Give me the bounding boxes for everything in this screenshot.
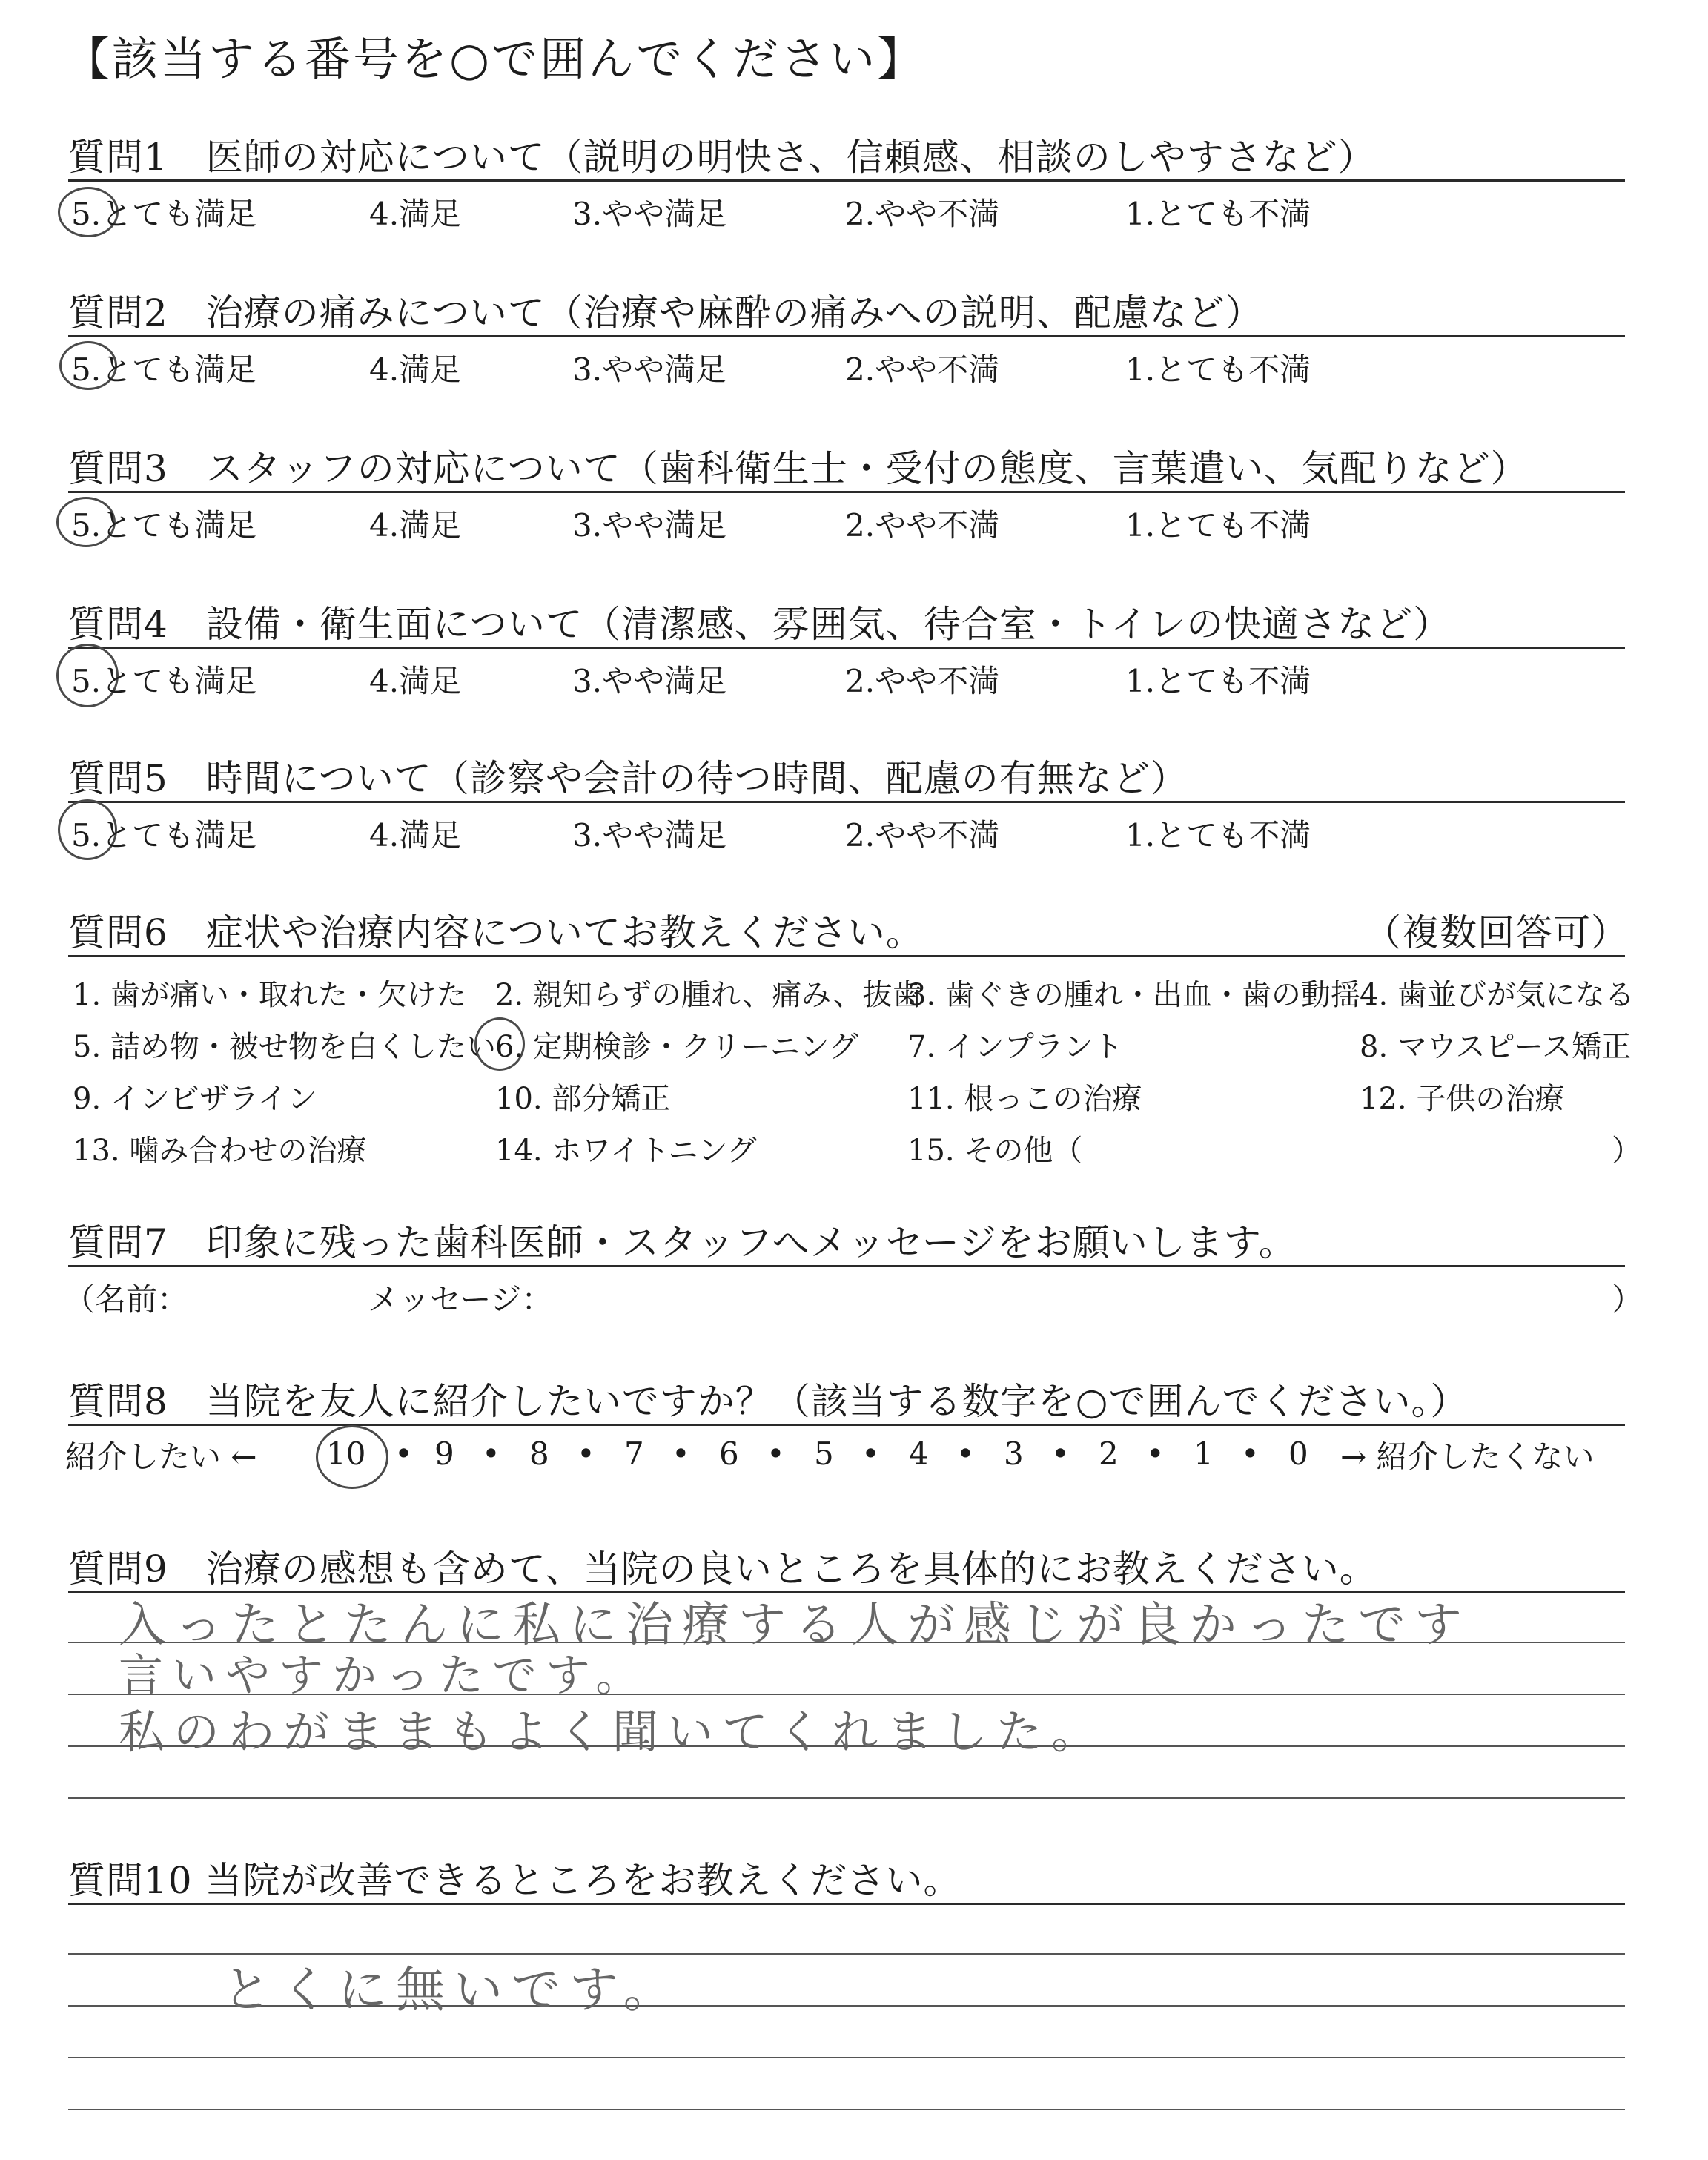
q6-item-6[interactable]: 6. 定期検診・クリーニング bbox=[495, 1030, 859, 1064]
q4-option-5[interactable]: 5.とても満足 bbox=[71, 663, 257, 699]
q2-option-1[interactable]: 1.とても不満 bbox=[1125, 351, 1311, 388]
scale-6[interactable]: 6 bbox=[719, 1436, 739, 1472]
q1-option-3[interactable]: 3.やや満足 bbox=[572, 196, 727, 232]
question-2-heading: 質問2 治療の痛みについて（治療や麻酔の痛みへの説明、配慮など） bbox=[68, 291, 1263, 334]
question-9-heading: 質問9 治療の感想も含めて、当院の良いところを具体的にお教えください。 bbox=[68, 1548, 1377, 1591]
form-instruction: 【該当する番号を○で囲んでください】 bbox=[64, 32, 926, 86]
q6-item-4[interactable]: 4. 歯並びが気になる bbox=[1360, 978, 1635, 1012]
q6-item-8[interactable]: 8. マウスピース矯正 bbox=[1360, 1030, 1632, 1064]
question-5-heading: 質問5 時間について（診察や会計の待つ時間、配慮の有無など） bbox=[68, 757, 1188, 800]
q6-other-close: ） bbox=[1612, 1134, 1641, 1168]
q5-option-4[interactable]: 4.満足 bbox=[369, 817, 462, 853]
q6-item-15[interactable]: 15. その他（ bbox=[907, 1134, 1083, 1168]
scale-4[interactable]: 4 bbox=[909, 1436, 929, 1472]
multiple-answers-note: （複数回答可） bbox=[1364, 911, 1629, 954]
q6-item-14[interactable]: 14. ホワイトニング bbox=[495, 1134, 757, 1168]
question-1-heading: 質問1 医師の対応について（説明の明快さ、信頼感、相談のしやすさなど） bbox=[68, 136, 1376, 179]
question-7-heading: 質問7 印象に残った歯科医師・スタッフへメッセージをお願いします。 bbox=[68, 1221, 1297, 1264]
q6-item-5[interactable]: 5. 詰め物・被せ物を白くしたい bbox=[73, 1030, 496, 1064]
question-10-heading: 質問10 当院が改善できるところをお教えください。 bbox=[68, 1859, 961, 1902]
q5-option-1[interactable]: 1.とても不満 bbox=[1125, 817, 1311, 853]
q3-option-2[interactable]: 2.やや不満 bbox=[845, 507, 1000, 544]
question-3-heading: 質問3 スタッフの対応について（歯科衛生士・受付の態度、言葉遣い、気配りなど） bbox=[68, 447, 1529, 490]
handwritten-answer-line-3: 私のわがままもよく聞いてくれました。 bbox=[119, 1705, 1107, 1759]
scale-2[interactable]: 2 bbox=[1099, 1436, 1119, 1472]
scale-1[interactable]: 1 bbox=[1194, 1436, 1214, 1472]
scale-8[interactable]: 8 bbox=[529, 1436, 549, 1472]
question-8-heading: 質問8 当院を友人に紹介したいですか？（該当する数字を○で囲んでください。） bbox=[68, 1380, 1469, 1423]
q3-option-5[interactable]: 5.とても満足 bbox=[71, 507, 257, 544]
q5-option-3[interactable]: 3.やや満足 bbox=[572, 817, 727, 853]
q2-option-3[interactable]: 3.やや満足 bbox=[572, 351, 727, 388]
scale-7[interactable]: 7 bbox=[624, 1436, 644, 1472]
q1-option-1[interactable]: 1.とても不満 bbox=[1125, 196, 1311, 232]
q6-item-13[interactable]: 13. 噛み合わせの治療 bbox=[73, 1134, 367, 1168]
q1-option-4[interactable]: 4.満足 bbox=[369, 196, 462, 232]
scale-9[interactable]: 9 bbox=[434, 1436, 454, 1472]
q4-option-4[interactable]: 4.満足 bbox=[369, 663, 462, 699]
scale-3[interactable]: 3 bbox=[1004, 1436, 1024, 1472]
q6-item-11[interactable]: 11. 根っこの治療 bbox=[907, 1082, 1142, 1116]
handwritten-improvement-answer: とくに無いです。 bbox=[222, 1961, 681, 2018]
q5-option-2[interactable]: 2.やや不満 bbox=[845, 817, 1000, 853]
message-label: メッセージ： bbox=[368, 1281, 553, 1318]
q5-option-5[interactable]: 5.とても満足 bbox=[71, 817, 257, 853]
q6-item-1[interactable]: 1. 歯が痛い・取れた・欠けた bbox=[73, 978, 466, 1012]
scale-10[interactable]: 10 bbox=[326, 1436, 366, 1472]
q1-option-5[interactable]: 5.とても満足 bbox=[71, 196, 257, 232]
scale-0[interactable]: 0 bbox=[1288, 1436, 1308, 1472]
q6-item-9[interactable]: 9. インビザライン bbox=[73, 1082, 317, 1116]
recommend-left-label: 紹介したい ← bbox=[65, 1439, 257, 1475]
q4-option-2[interactable]: 2.やや不満 bbox=[845, 663, 1000, 699]
question-6-heading: 質問6 症状や治療内容についてお教えください。 bbox=[68, 911, 924, 954]
q3-option-4[interactable]: 4.満足 bbox=[369, 507, 462, 544]
q6-item-3[interactable]: 3. 歯ぐきの腫れ・出血・歯の動揺 bbox=[907, 978, 1360, 1012]
scale-5[interactable]: 5 bbox=[814, 1436, 834, 1472]
handwritten-answer-line-1: 入ったとたんに私に治療する人が感じが良かったです bbox=[119, 1598, 1471, 1653]
q4-option-1[interactable]: 1.とても不満 bbox=[1125, 663, 1311, 699]
question-4-heading: 質問4 設備・衛生面について（清潔感、雰囲気、待合室・トイレの快適さなど） bbox=[68, 603, 1452, 646]
q3-option-3[interactable]: 3.やや満足 bbox=[572, 507, 727, 544]
q6-item-2[interactable]: 2. 親知らずの腫れ、痛み、抜歯 bbox=[495, 978, 922, 1012]
recommend-right-label: → 紹介したくない bbox=[1340, 1439, 1595, 1475]
q7-close: ） bbox=[1612, 1281, 1644, 1318]
q1-option-2[interactable]: 2.やや不満 bbox=[845, 196, 1000, 232]
name-label: （名前： bbox=[64, 1281, 189, 1318]
q2-option-4[interactable]: 4.満足 bbox=[369, 351, 462, 388]
q2-option-2[interactable]: 2.やや不満 bbox=[845, 351, 1000, 388]
q6-item-7[interactable]: 7. インプラント bbox=[907, 1030, 1123, 1064]
q6-item-10[interactable]: 10. 部分矯正 bbox=[495, 1082, 671, 1116]
q6-item-12[interactable]: 12. 子供の治療 bbox=[1360, 1082, 1565, 1116]
q3-option-1[interactable]: 1.とても不満 bbox=[1125, 507, 1311, 544]
handwritten-answer-line-2: 言いやすかったです。 bbox=[119, 1650, 649, 1702]
q4-option-3[interactable]: 3.やや満足 bbox=[572, 663, 727, 699]
q2-option-5[interactable]: 5.とても満足 bbox=[71, 351, 257, 388]
